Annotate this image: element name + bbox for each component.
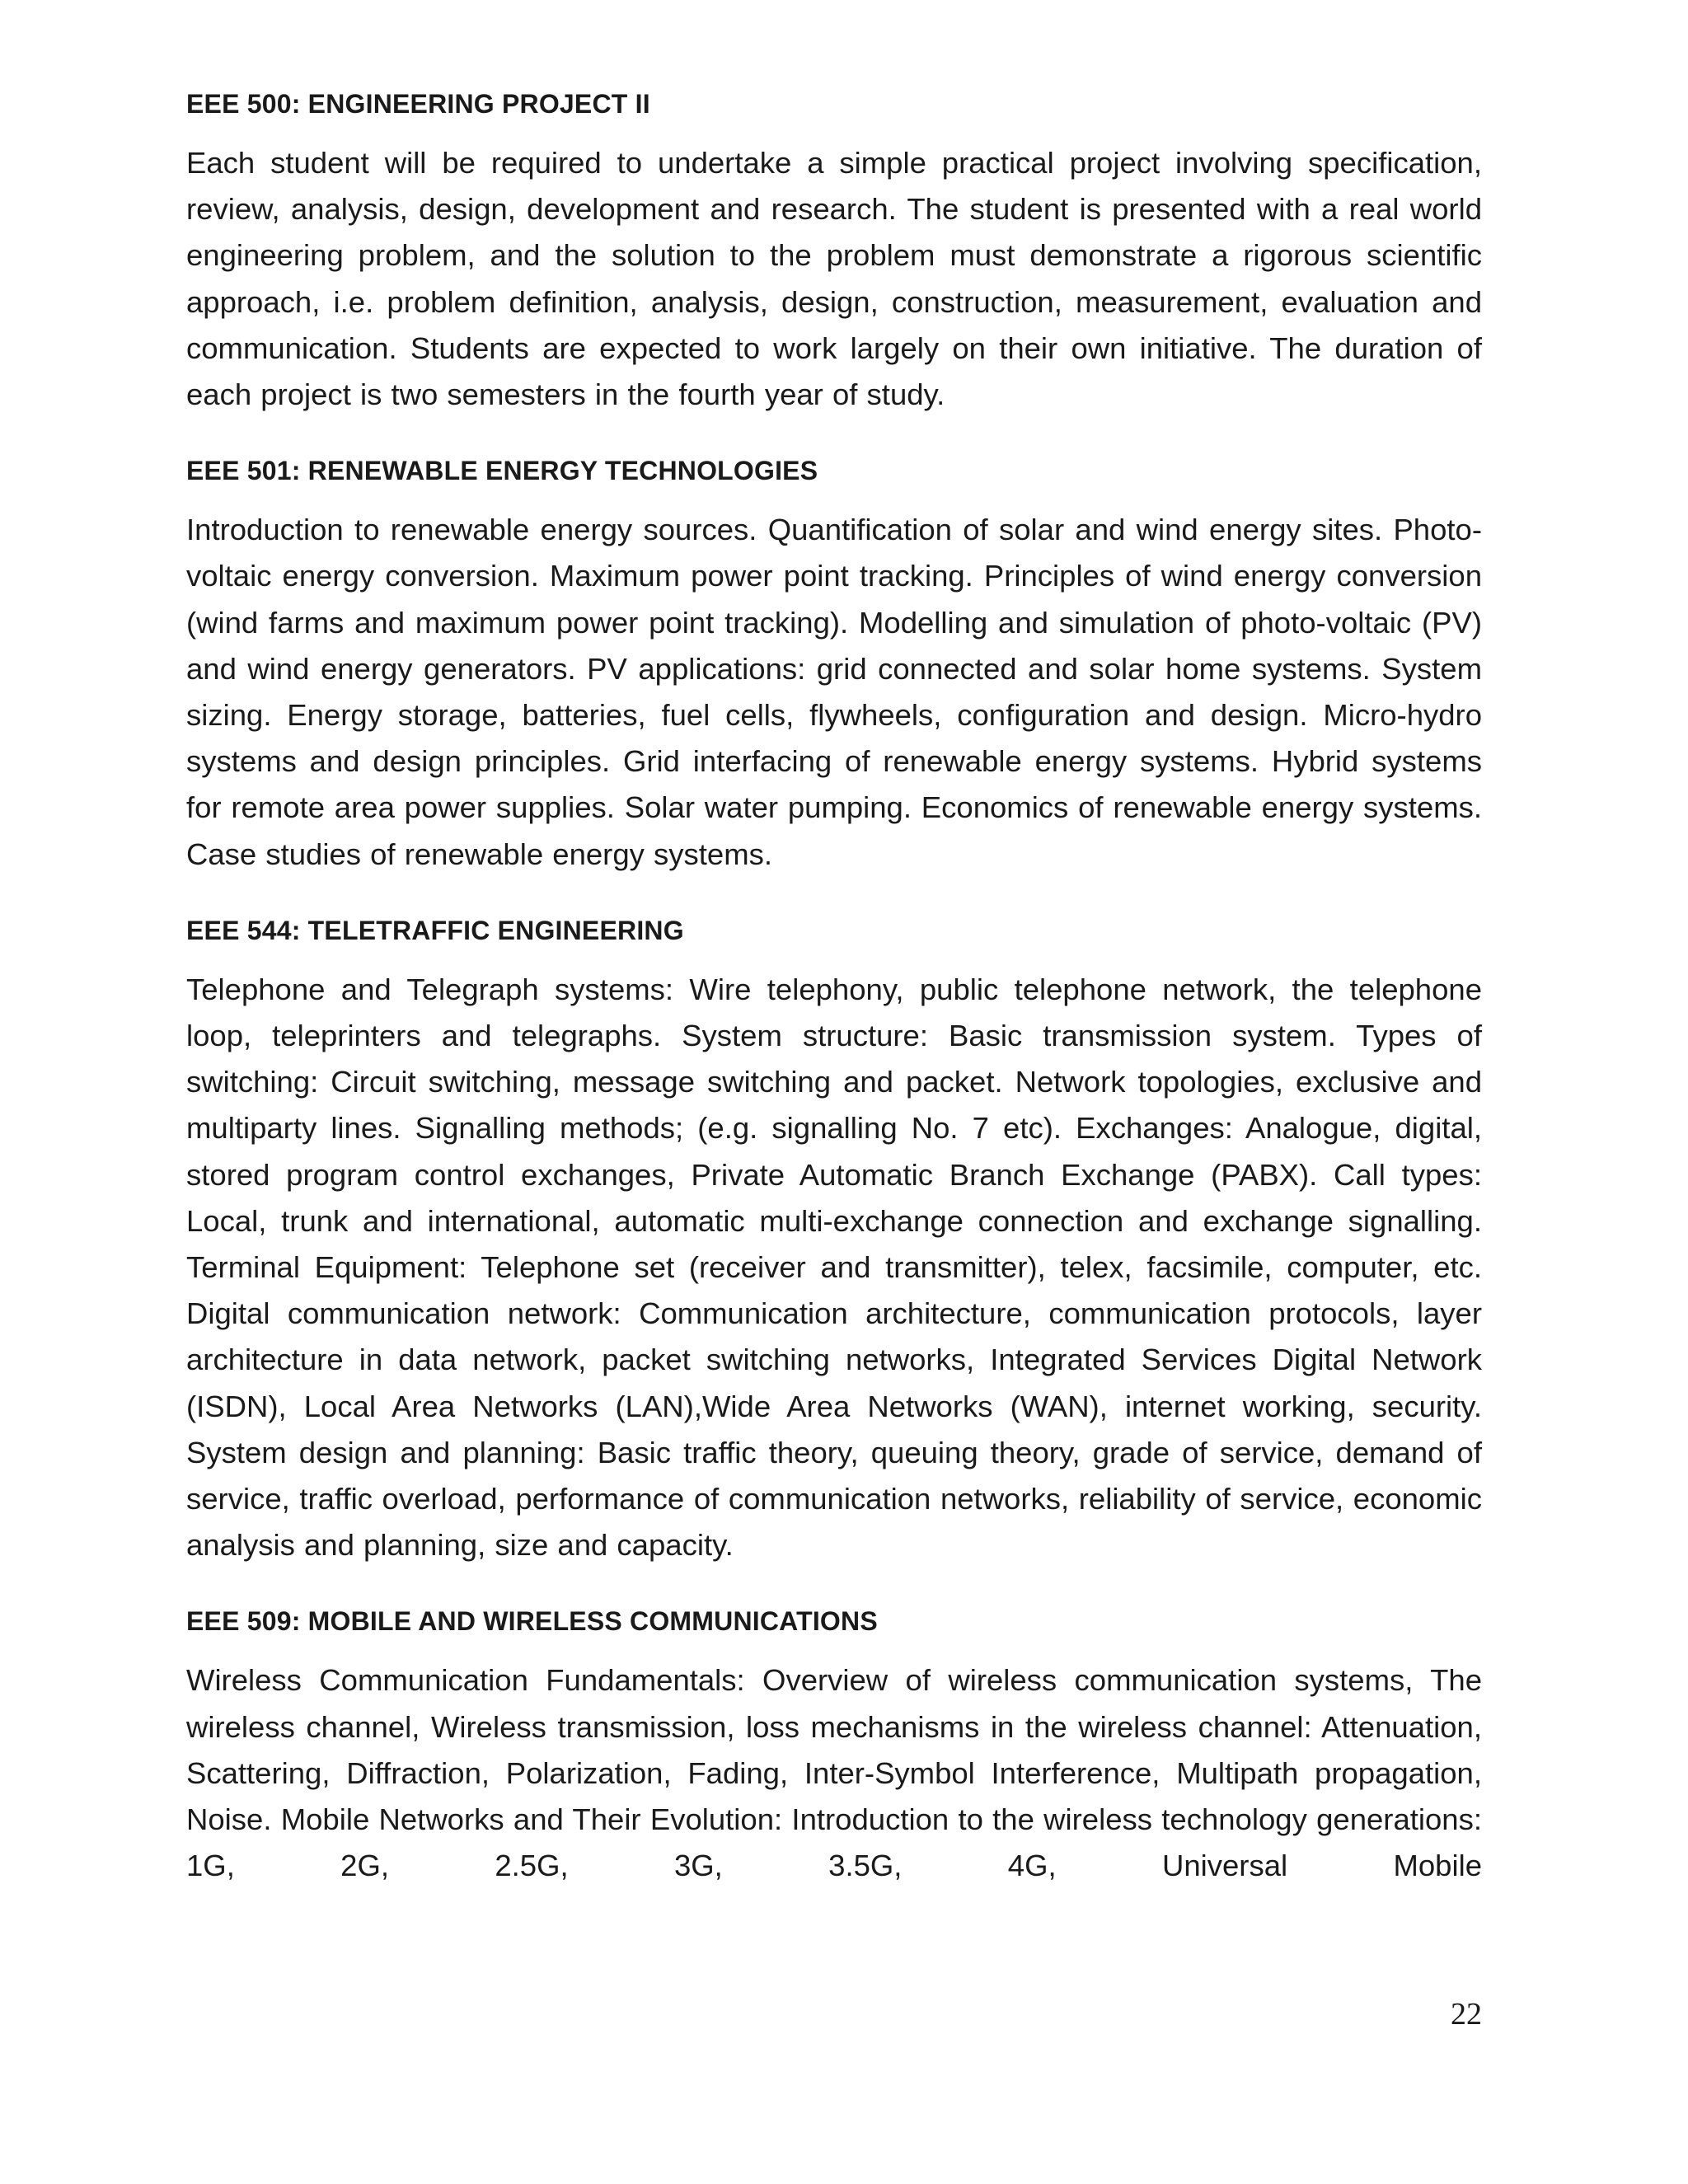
section-body-eee509: Wireless Communication Fundamentals: Overview of wireless communication systems, The wireless channel, Wireless transmission, loss mechanisms in the wireless channel: Attenuation, Scattering, Diffraction, Polarization, Fading, Inter-Symbol Interference, Multipath propagation, Noise. Mobile Networks and Their Evolution: Introduction to the wireless technology generations: 1G, 2G, 2.5G, 3G, 3.5G, 4G, Universal Mobile bbox=[186, 1663, 1482, 1883]
section-heading-eee501: EEE 501: RENEWABLE ENERGY TECHNOLOGIES bbox=[186, 456, 818, 486]
page-number: 22 bbox=[1451, 1997, 1482, 2032]
section-heading-eee544: EEE 544: TELETRAFFIC ENGINEERING bbox=[186, 915, 684, 945]
section-body-eee501: Introduction to renewable energy sources. Quantification of solar and wind energy sites. Photo-voltaic energy conversion. Maximum power point tracking. Principles of wind energy conversion (wind farms and maximum power point tracking). Modelling and simulation of photo-voltaic (PV) and wind energy generators. PV applications: grid connected and solar home systems. System sizing. Energy storage, batteries, fuel cells, flywheels, configuration and design. Micro-hydro systems and design principles. Grid interfacing of renewable energy systems. Hybrid systems for remote area power supplies. Solar water pumping. Economics of renewable energy systems. Case studies of renewable energy systems. bbox=[186, 513, 1482, 871]
section-heading-eee509: EEE 509: MOBILE AND WIRELESS COMMUNICATIONS bbox=[186, 1606, 878, 1637]
section-body-eee500: Each student will be required to undertake a simple practical project involving specification, review, analysis, design, development and research. The student is presented with a real world engineering problem, and the solution to the problem must demonstrate a rigorous scientific approach, i.e. problem definition, analysis, design, construction, measurement, evaluation and communication. Students are expected to work largely on their own initiative. The duration of each project is two semesters in the fourth year of study. bbox=[186, 146, 1482, 412]
document-page bbox=[186, 86, 1482, 1890]
section-heading-eee500: EEE 500: ENGINEERING PROJECT II bbox=[186, 89, 650, 119]
section-body-eee544: Telephone and Telegraph systems: Wire telephony, public telephone network, the telephone loop, teleprinters and telegraphs. System structure: Basic transmission system. Types of switching: Circuit switching, message switching and packet. Network topologies, exclusive and multiparty lines. Signalling methods; (e.g. signalling No. 7 etc). Exchanges: Analogue, digital, stored program control exchanges, Private Automatic Branch Exchange (PABX). Call types: Local, trunk and international, automatic multi-exchange connection and exchange signalling. Terminal Equipment: Telephone set (receiver and transmitter), telex, facsimile, computer, etc. Digital communication network: Communication architecture, communication protocols, layer architecture in data network, packet switching networks, Integrated Services Digital Network (ISDN), Local Area Networks (LAN),Wide Area Networks (WAN), internet working, security. System design and planning: Basic traffic theory, queuing theory, grade of service, demand of service, traffic overload, performance of communication networks, reliability of service, economic analysis and planning, size and capacity. bbox=[186, 972, 1482, 1563]
